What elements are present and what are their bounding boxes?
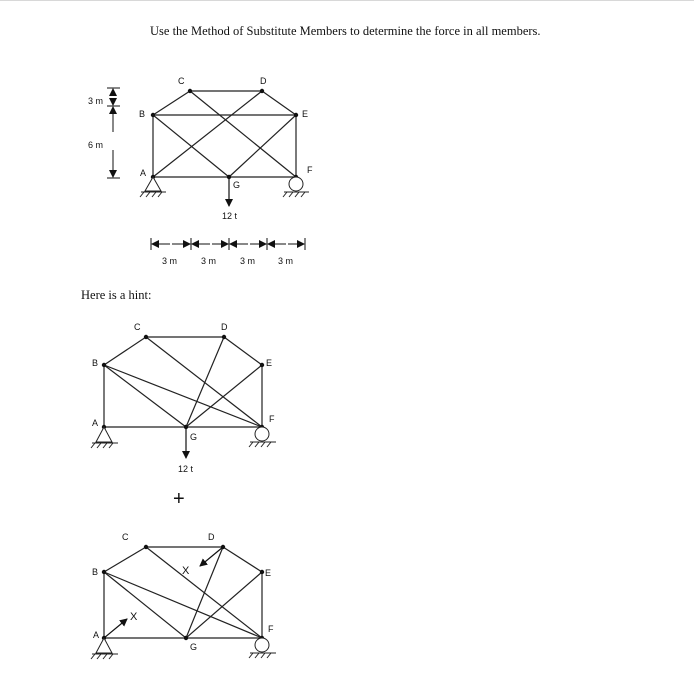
hint-label: Here is a hint: (81, 288, 152, 302)
member-DE (224, 337, 262, 365)
figure3-pin-support-A (91, 638, 118, 659)
figure1-dim-vertical-2: 6 m (88, 140, 104, 150)
figure1-pin-support-A (140, 177, 166, 197)
figure1-node-E: E (302, 109, 309, 119)
member-BF (104, 572, 262, 638)
figure2-node-C: C (134, 322, 141, 332)
figure3-unit-force-label-D: X (182, 565, 190, 577)
problem-statement: Use the Method of Substitute Members to determine the force in all members. (150, 24, 541, 38)
figure2-node-E: E (266, 358, 273, 368)
figure3-node-A: A (93, 630, 100, 640)
figure3-node-C: C (122, 532, 129, 542)
member-BF (104, 365, 262, 427)
figure3-members (104, 547, 262, 638)
figure3-unit-force-label-A: X (130, 611, 138, 623)
figure1-load-label: 12 t (222, 211, 238, 221)
figure2-node-D: D (221, 322, 228, 332)
figure1-roller-support-F (283, 177, 309, 197)
figure1-node-G: G (233, 180, 241, 190)
member-GE (186, 572, 262, 638)
figure1-node-F: F (307, 165, 313, 175)
figure1-vertical-dimension (107, 88, 120, 178)
figure1-node-A: A (140, 168, 147, 178)
member-BC (153, 91, 190, 115)
figure1-horizontal-dimension (151, 238, 305, 250)
figure1-node-B: B (139, 109, 146, 119)
figure3-node-F: F (268, 624, 274, 634)
member-GD (186, 547, 223, 638)
member-DE (223, 547, 262, 572)
figure3-unit-force-arrow-A (104, 619, 127, 638)
figure2-node-G: G (190, 432, 198, 442)
figure3-roller-support-F (249, 638, 276, 658)
figure2-node-A: A (92, 418, 99, 428)
figure1-dim-horizontal-3: 3 m (240, 256, 256, 266)
member-BC (104, 337, 146, 365)
figure2-node-B: B (92, 358, 99, 368)
figure1-dim-horizontal-1: 3 m (162, 256, 178, 266)
figure1-dim-vertical-1: 3 m (88, 96, 104, 106)
figure1-members (153, 91, 296, 177)
figure3-node-D: D (208, 532, 215, 542)
figure2-members (104, 337, 262, 427)
figure3-node-G: G (190, 642, 198, 652)
member-DE (262, 91, 296, 115)
figure2-node-F: F (269, 414, 275, 424)
truss-figure-2 (91, 322, 276, 474)
figure2-load-label: 12 t (178, 464, 194, 474)
figure3-node-B: B (92, 567, 99, 577)
figure2-pin-support-A (91, 427, 118, 448)
member-BC (104, 547, 146, 572)
plus-sign: + (173, 488, 185, 510)
figure3-node-E: E (265, 568, 272, 578)
figure2-roller-support-F (249, 427, 276, 447)
truss-figure-1 (88, 76, 313, 266)
member-CF (146, 337, 262, 427)
member-GD (186, 337, 224, 427)
member-BG (104, 365, 186, 427)
figure1-node-D: D (260, 76, 267, 86)
figure1-dim-horizontal-4: 3 m (278, 256, 294, 266)
figure1-dim-horizontal-2: 3 m (201, 256, 217, 266)
figure1-node-C: C (178, 76, 185, 86)
member-GE (229, 115, 296, 177)
truss-figure-3 (91, 532, 276, 659)
